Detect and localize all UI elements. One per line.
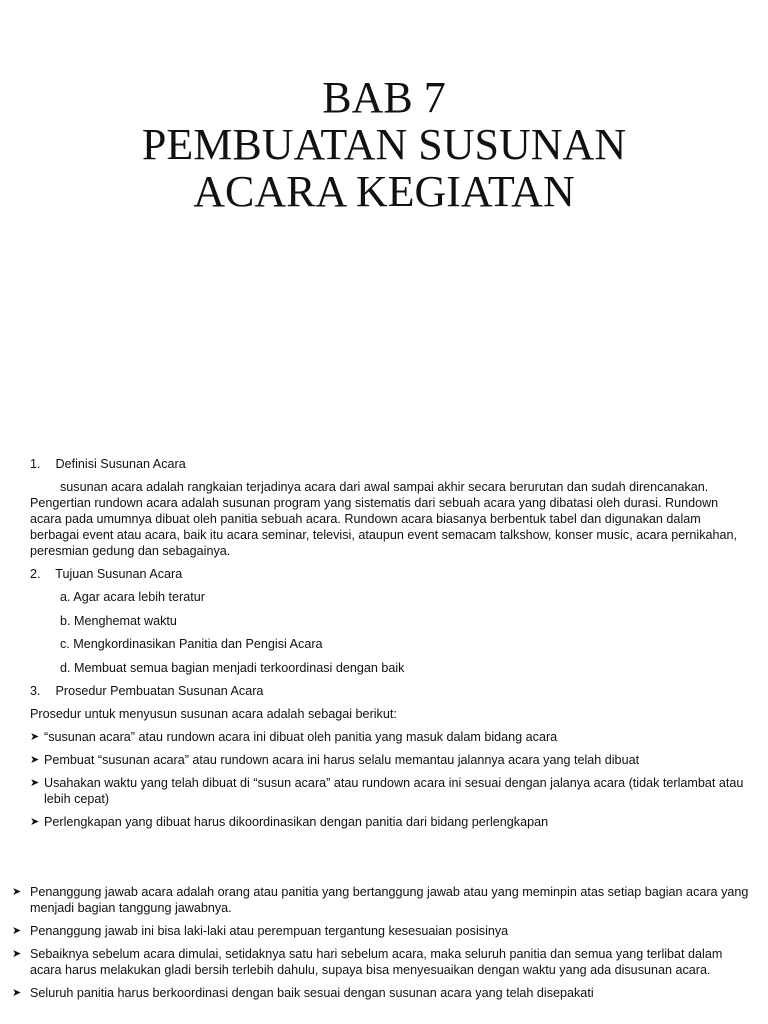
secondary-content [12, 884, 757, 1008]
definition-text: susunan acara adalah rangkaian terjadinya acara dari awal sampai akhir secara berurutan dan sudah direncanakan. [60, 480, 709, 494]
section-2-number: 2. [30, 567, 41, 581]
chapter-number: BAB 7 [322, 73, 446, 122]
list-item: c. Mengkordinasikan Panitia dan Pengisi Acara [60, 637, 323, 651]
chapter-title-line-1: PEMBUATAN SUSUNAN [141, 120, 627, 169]
arrow-bullet-icon: ➤ [12, 987, 22, 999]
section-1-heading [30, 456, 745, 472]
section-1-paragraph-2: Pengertian rundown acara adalah susunan program yang sistematis dari sebuah acara yang dibatasi oleh durasi. Rundown acara pada umumnya dibuat oleh panitia sebuah acara. Rundown acara biasanya berbentuk tabel dan digunakan dalam berbagai event atau acara, baik itu acara seminar, televisi, ataupun event semacam talkshow, konser music, acara pernikahan, peresmian gedung dan sebagainya. [30, 496, 738, 558]
section-3-heading [30, 683, 745, 699]
section-2-title: Tujuan Susunan Acara [55, 567, 183, 581]
main-content [30, 456, 745, 837]
section-1-number: 1. [30, 457, 41, 471]
arrow-bullet-icon: ➤ [12, 925, 22, 937]
arrow-bullet-icon: ➤ [30, 816, 40, 828]
list-item: b. Menghemat waktu [60, 613, 177, 628]
list-item: ➤ Usahakan waktu yang telah dibuat di “susun acara” atau rundown acara ini sesuai dengan jalanya acara (tidak terlambat atau lebih cepat) [30, 776, 744, 806]
list-item: ➤ Penanggung jawab ini bisa laki-laki atau perempuan tergantung kesesuaian posisinya [12, 924, 509, 938]
section-1-paragraph [30, 479, 745, 495]
arrow-bullet-icon: ➤ [30, 731, 40, 743]
section-2-heading [30, 566, 745, 582]
arrow-bullet-icon: ➤ [12, 948, 22, 960]
list-item: d. Membuat semua bagian menjadi terkoordinasi dengan baik [60, 660, 405, 675]
arrow-bullet-icon: ➤ [30, 754, 40, 766]
list-item: ➤ Perlengkapan yang dibuat harus dikoordinasikan dengan panitia dari bidang perlengkapan [30, 815, 549, 829]
list-item: a. Agar acara lebih teratur [60, 590, 205, 604]
arrow-bullet-icon: ➤ [30, 777, 40, 789]
list-item: ➤ Seluruh panitia harus berkoordinasi dengan baik sesuai dengan susunan acara yang telah disepakati [12, 986, 594, 1000]
chapter-title-line-2: ACARA KEGIATAN [193, 167, 575, 216]
list-item: ➤ “susunan acara” atau rundown acara ini dibuat oleh panitia yang masuk dalam bidang acara [30, 730, 558, 744]
chapter-title [0, 74, 768, 215]
section-3-title: Prosedur Pembuatan Susunan Acara [55, 684, 264, 698]
section-1-title: Definisi Susunan Acara [55, 457, 186, 471]
arrow-bullet-icon: ➤ [12, 886, 22, 898]
list-item: ➤ Penanggung jawab acara adalah orang atau panitia yang bertanggung jawab atau yang meminpin atas setiap bagian acara yang menjadi bagian tanggung jawabnya. [12, 885, 749, 915]
section-3-intro: Prosedur untuk menyusun susunan acara adalah sebagai berikut: [30, 707, 397, 721]
list-item: ➤ Sebaiknya sebelum acara dimulai, setidaknya satu hari sebelum acara, maka seluruh panitia dan semua yang terlibat dalam acara harus melakukan gladi bersih terlebih dahulu, supaya bisa menyesuaikan dengan waktu yang ada disusunan acara. [12, 947, 723, 977]
section-3-number: 3. [30, 684, 41, 698]
list-item: ➤ Pembuat “susunan acara” atau rundown acara ini harus selalu memantau jalannya acara yang telah dibuat [30, 753, 640, 767]
